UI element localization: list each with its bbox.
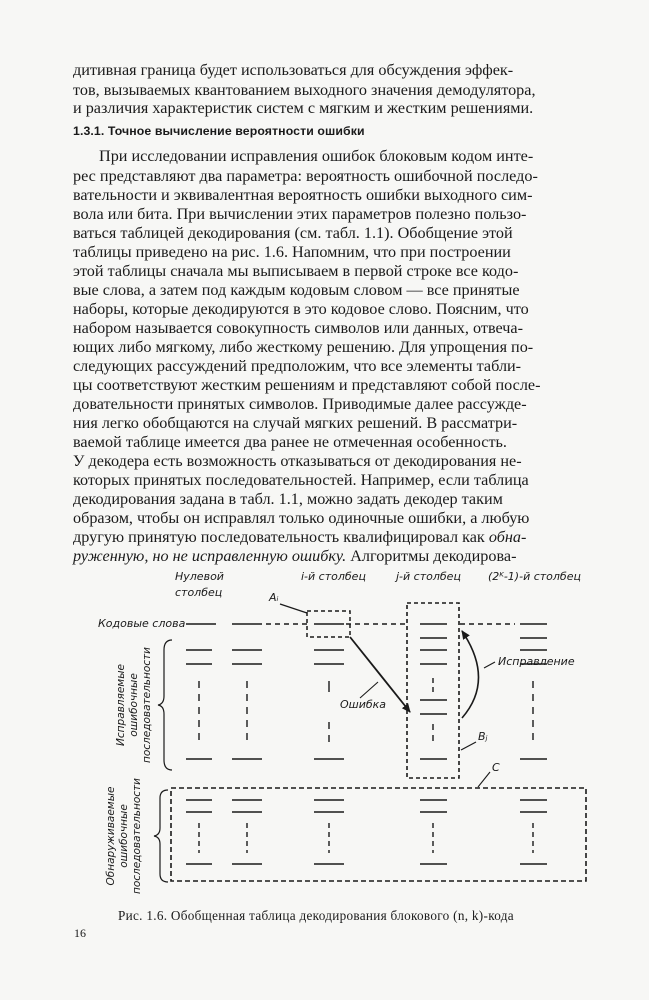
text-fragment: Алгоритмы декодирова- bbox=[346, 547, 517, 565]
column-header-zero: столбец bbox=[175, 586, 223, 599]
text-line: цы соответствуют жестким решениям и представляют собой после- bbox=[73, 376, 541, 394]
text-line: ния легко обобщаются на случай мягких решений. В рассматри- bbox=[73, 414, 518, 432]
box-c bbox=[171, 788, 586, 881]
italic-text: руженную, но не исправленную ошибку. bbox=[73, 547, 347, 565]
text-line: вола или бита. При вычислении этих параметров полезно пользо- bbox=[73, 205, 527, 223]
leader-ai bbox=[280, 604, 307, 613]
page-number: 16 bbox=[74, 926, 86, 940]
text-line: декодирования задана в табл. 1.1, можно задать декодер таким bbox=[73, 490, 503, 508]
text-line: У декодера есть возможность отказываться от декодирования не- bbox=[73, 452, 522, 470]
label-bj: Bⱼ bbox=[478, 730, 488, 743]
side-label-correctable: последовательности bbox=[141, 646, 153, 764]
text-line: вательности и эквивалентная вероятность ошибки выходного сим- bbox=[73, 186, 533, 204]
side-label-correctable: Исправляемые bbox=[115, 664, 127, 746]
text-line: следующих рассуждений предположим, что все элементы табли- bbox=[73, 357, 522, 375]
leader-error bbox=[360, 682, 378, 698]
correction-arrow bbox=[462, 631, 479, 718]
section-heading: 1.3.1. Точное вычисление вероятности ошибки bbox=[73, 124, 365, 138]
side-label-detectable: последовательности bbox=[131, 777, 143, 895]
label-error: Ошибка bbox=[340, 698, 387, 711]
row-label-codewords: Кодовые слова bbox=[98, 617, 186, 630]
column-header-i: i-й столбец bbox=[301, 570, 366, 583]
text-fragment: другую принятую последовательность квалифицировал как bbox=[73, 528, 489, 546]
side-label-correctable: ошибочные bbox=[128, 673, 140, 737]
column-header-j: j-й столбец bbox=[396, 570, 461, 583]
text-line: ющих либо мягкому, либо жесткому решению. Для упрощения по- bbox=[73, 338, 534, 356]
italic-text: обна- bbox=[488, 528, 527, 546]
decoding-table-figure bbox=[0, 545, 649, 905]
side-label-detectable: ошибочные bbox=[118, 804, 130, 868]
text-line: образом, чтобы он исправлял только одиночные ошибки, а любую bbox=[73, 509, 530, 527]
leader-bj bbox=[461, 742, 476, 750]
brace-correctable bbox=[158, 640, 172, 770]
text-line: набором называется совокупность символов или данных, отвеча- bbox=[73, 319, 523, 337]
text-line: которых принятых последовательностей. Например, если таблица bbox=[73, 471, 529, 489]
text-line: дитивная граница будет использоваться для обсуждения эффек- bbox=[73, 61, 514, 79]
label-ai: Aᵢ bbox=[269, 591, 279, 604]
figure-caption: Рис. 1.6. Обобщенная таблица декодирования блокового (n, k)-кода bbox=[118, 908, 514, 923]
text-line: вые слова, а затем под каждым кодовым словом — все принятые bbox=[73, 281, 520, 299]
text-line: довательности принятых символов. Приводимые далее рассужде- bbox=[73, 395, 527, 413]
column-header-last: (2ᴷ-1)-й столбец bbox=[488, 570, 581, 583]
text-line: тов, вызываемых квантованием выходного значения демодулятора, bbox=[73, 81, 536, 99]
label-correction: Исправление bbox=[498, 655, 575, 668]
leader-c bbox=[478, 772, 490, 787]
leader-correction bbox=[484, 662, 495, 668]
text-line: рес представляют два параметра: вероятность ошибочной последо- bbox=[73, 167, 538, 185]
text-line: ваемой таблице имеется два ранее не отмеченная особенность. bbox=[73, 433, 507, 451]
text-line: наборы, которые декодируются в это кодовое слово. Поясним, что bbox=[73, 300, 529, 318]
text-line: При исследовании исправления ошибок блоковым кодом интe- bbox=[99, 147, 534, 165]
detectable-entries bbox=[186, 800, 547, 864]
text-line: ваться таблицей декодирования (см. табл. 1.1). Обобщение этой bbox=[73, 224, 513, 242]
column-header-zero: Нулевой bbox=[175, 570, 224, 583]
side-label-detectable: Обнаруживаемые bbox=[105, 786, 117, 886]
brace-detectable bbox=[154, 790, 168, 882]
label-c: C bbox=[492, 761, 500, 774]
text-line: и различия характеристик систем с мягким и жестким решениями. bbox=[73, 99, 534, 117]
text-line: таблицы приведено на рис. 1.6. Напомним, что при построении bbox=[73, 243, 511, 261]
text-line: этой таблицы сначала мы выписываем в первой строке все кодо- bbox=[73, 262, 519, 280]
text-line bbox=[73, 527, 613, 547]
